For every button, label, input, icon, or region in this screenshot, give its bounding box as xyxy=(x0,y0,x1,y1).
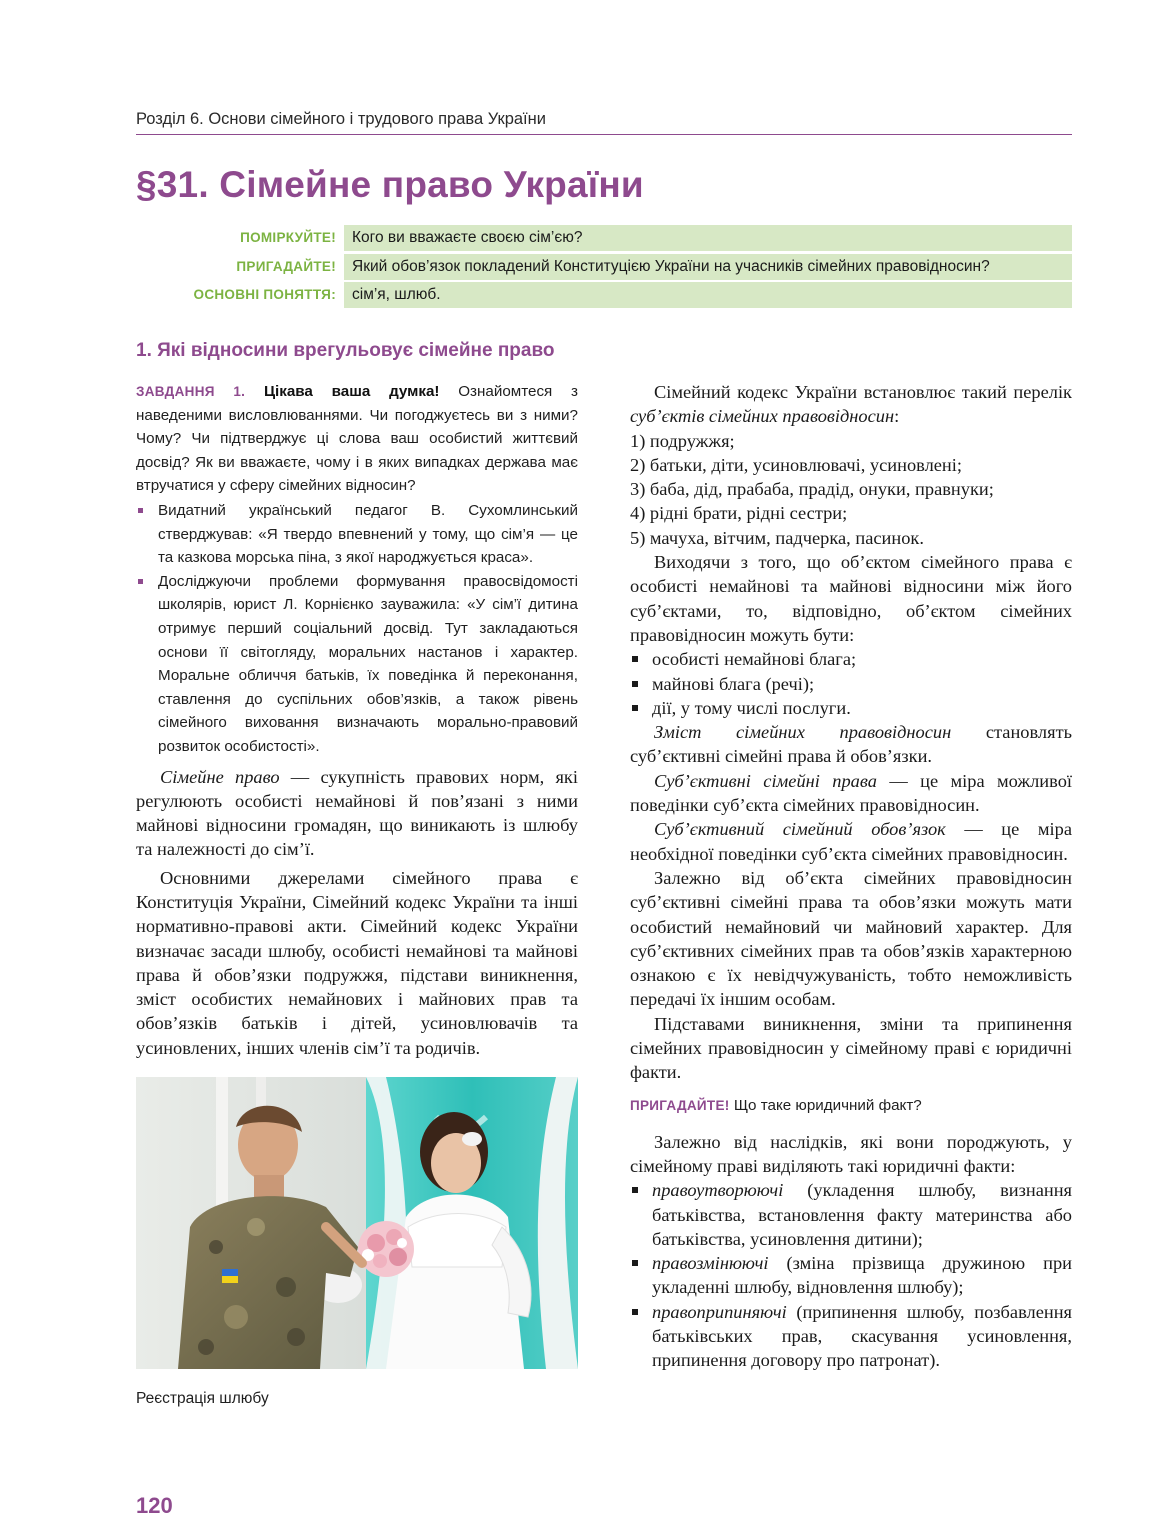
fact-item xyxy=(630,1178,1072,1251)
quote-item: Досліджуючи проблеми формування правосвідомості школярів, юрист Л. Корнієнко зауважила: «У сім’ї дитина отримує перший соціальний досвід. Тут закладаються основи її світогляду, моральних настанов і характер. Моральне обличчя батьків, їх поведінка й переконання, ставлення до суспільних обов’язків, а також рівень сімейного виховання визначають морально-правовий розвиток особистості». xyxy=(136,570,578,759)
prompt-table xyxy=(136,225,1072,311)
subject-item: 1) подружжя; xyxy=(630,430,735,451)
wedding-registration-photo xyxy=(136,1077,578,1369)
term-subjects: суб’єктів сімейних правовідносин xyxy=(630,406,895,427)
task-title: Цікава ваша думка! xyxy=(263,383,440,400)
quote-item: Видатний український педагог В. Сухомлинський стверджував: «Я твердо впевнений у тому, що сім’я — це та казкова морська піна, з якої народжується краса». xyxy=(136,499,578,570)
object-item: майнові блага (речі); xyxy=(630,672,1072,696)
subject-item: 4) рідні брати, рідні сестри; xyxy=(630,503,848,524)
rights-paragraph xyxy=(630,769,1072,818)
fact-item xyxy=(630,1251,1072,1300)
prompt-row-think xyxy=(136,225,1072,251)
facts-intro: Залежно від наслідків, які вони породжують, у сімейному праві виділяють такі юридичні факти: xyxy=(630,1131,1072,1176)
prompt-text: сім’я, шлюб. xyxy=(344,282,1072,308)
fact-term: правоприпиняючі xyxy=(652,1301,787,1322)
facts-list xyxy=(630,1178,1072,1372)
fact-term: правозмінюючі xyxy=(652,1253,769,1274)
recall-note xyxy=(630,1097,1072,1114)
fact-text: (укладення шлюбу, визнання батьківства, встановлення факту материнства або батьківства, усиновлення дитини); xyxy=(652,1180,1072,1249)
prompt-label: ПРИГАДАЙТЕ! xyxy=(236,258,336,274)
character-paragraph: Залежно від об’єкта сімейних правовідносин суб’єктивні сімейні права та обов’язки можуть мати особистий немайновий чи майновий характер. Для суб’єктивних сімейних прав та обов’язків характерною ознакою є їх невідчужуваність, тобто неможливість передачі їх іншим особам. xyxy=(630,867,1072,1010)
subsection-title: 1. Які відносини врегульовує сімейне право xyxy=(136,340,555,361)
object-item: дії, у тому числі послуги. xyxy=(630,696,1072,720)
content-paragraph xyxy=(630,720,1072,769)
colon: : xyxy=(894,406,900,427)
left-column xyxy=(136,380,578,1060)
task-block xyxy=(136,380,578,498)
task-text: Ознайомтеся з наведеними висловлюваннями. Чи погоджуєтесь ви з ними? Чому? Чи підтверджує ці слова ваш особистий життєвий досвід? Як ви вважаєте, чому і в яких випадках держава має втручатися у сферу сімейних відносин? xyxy=(136,383,578,495)
object-list xyxy=(630,647,1072,720)
prompt-row-recall xyxy=(136,254,1072,280)
subject-item: 2) батьки, діти, усиновлювачі, усиновлені; xyxy=(630,454,962,475)
subject-item: 5) мачуха, вітчим, падчерка, пасинок. xyxy=(630,527,924,548)
rights-text: — це міра можливої поведінки суб’єкта сімейних правовідносин. xyxy=(630,770,1072,816)
quote-list xyxy=(136,499,578,759)
fact-text: (припинення шлюбу, позбавлення батьківських прав, скасування усиновлення, припинення договору про патронат). xyxy=(652,1301,1072,1371)
subjects-intro-text: Сімейний кодекс України встановлює такий перелік xyxy=(654,382,1072,402)
photo-caption: Реєстрація шлюбу xyxy=(136,1390,269,1407)
grounds-paragraph: Підставами виникнення, зміни та припинення сімейних правовідносин у сімейному праві є юридичні факти. xyxy=(630,1013,1072,1083)
prompt-text: Який обов’язок покладений Конституцією України на учасників сімейних правовідносин? xyxy=(344,254,1072,280)
object-paragraph: Виходячи з того, що об’єктом сімейного права є особисті немайнові та майнові відносини між його суб’єктами, то, відповідно, об’єктом сімейних правовідносин можуть бути: xyxy=(630,552,1072,645)
duty-text: — це міра необхідної поведінки суб’єкта сімейних правовідносин. xyxy=(630,819,1072,864)
subject-item: 3) баба, дід, прабаба, прадід, онуки, правнуки; xyxy=(630,479,994,500)
term-content: Зміст сімейних правовідносин xyxy=(654,722,952,743)
duty-paragraph xyxy=(630,817,1072,866)
term-rights: Суб’єктивні сімейні права xyxy=(654,770,877,791)
term-family-law: Сімейне право xyxy=(160,766,280,787)
definition-text: — сукупність правових норм, які регулюють особисті немайнові й пов’язані з ними майнові відносини громадян, що виникають із шлюбу та належності до сім’ї. xyxy=(136,766,578,860)
prompt-label: ОСНОВНІ ПОНЯТТЯ: xyxy=(193,287,336,302)
fact-text: (зміна прізвища дружиною при укладенні шлюбу, відновлення шлюбу); xyxy=(652,1253,1072,1298)
subjects-intro xyxy=(630,380,1072,429)
sources-paragraph: Основними джерелами сімейного права є Конституція України, Сімейний кодекс України та інші нормативно-правові акти. Сімейний кодекс України визначає засади шлюбу, особисті немайнові та майнові права й обов’язки подружжя, підстави виникнення, зміст особистих немайнових і майнових прав та обов’язків батьків і дітей, усиновлювачів та усиновлених, інших членів сім’ї та родичів. xyxy=(136,867,578,1058)
page-number: 120 xyxy=(136,1493,173,1518)
running-head: Розділ 6. Основи сімейного і трудового права України xyxy=(136,110,546,128)
right-column xyxy=(630,380,1072,1373)
prompt-text: Кого ви вважаєте своєю сім’єю? xyxy=(344,225,1072,251)
section-title: §31. Сімейне право України xyxy=(136,164,644,205)
prompt-label: ПОМІРКУЙТЕ! xyxy=(240,230,336,245)
task-label: ЗАВДАННЯ 1. xyxy=(136,384,246,399)
fact-term: правоутворюючі xyxy=(652,1180,784,1201)
prompt-row-concepts xyxy=(136,282,1072,308)
content-text: становлять суб’єктивні сімейні права й обов’язки. xyxy=(630,722,1072,767)
header-rule xyxy=(136,134,1072,135)
recall-label: ПРИГАДАЙТЕ! xyxy=(630,1097,730,1113)
recall-text: Що таке юридичний факт? xyxy=(729,1096,922,1114)
term-duty: Суб’єктивний сімейний обов’язок xyxy=(654,819,946,840)
object-item: особисті немайнові блага; xyxy=(630,647,1072,671)
definition-paragraph xyxy=(136,765,578,862)
fact-item xyxy=(630,1300,1072,1373)
